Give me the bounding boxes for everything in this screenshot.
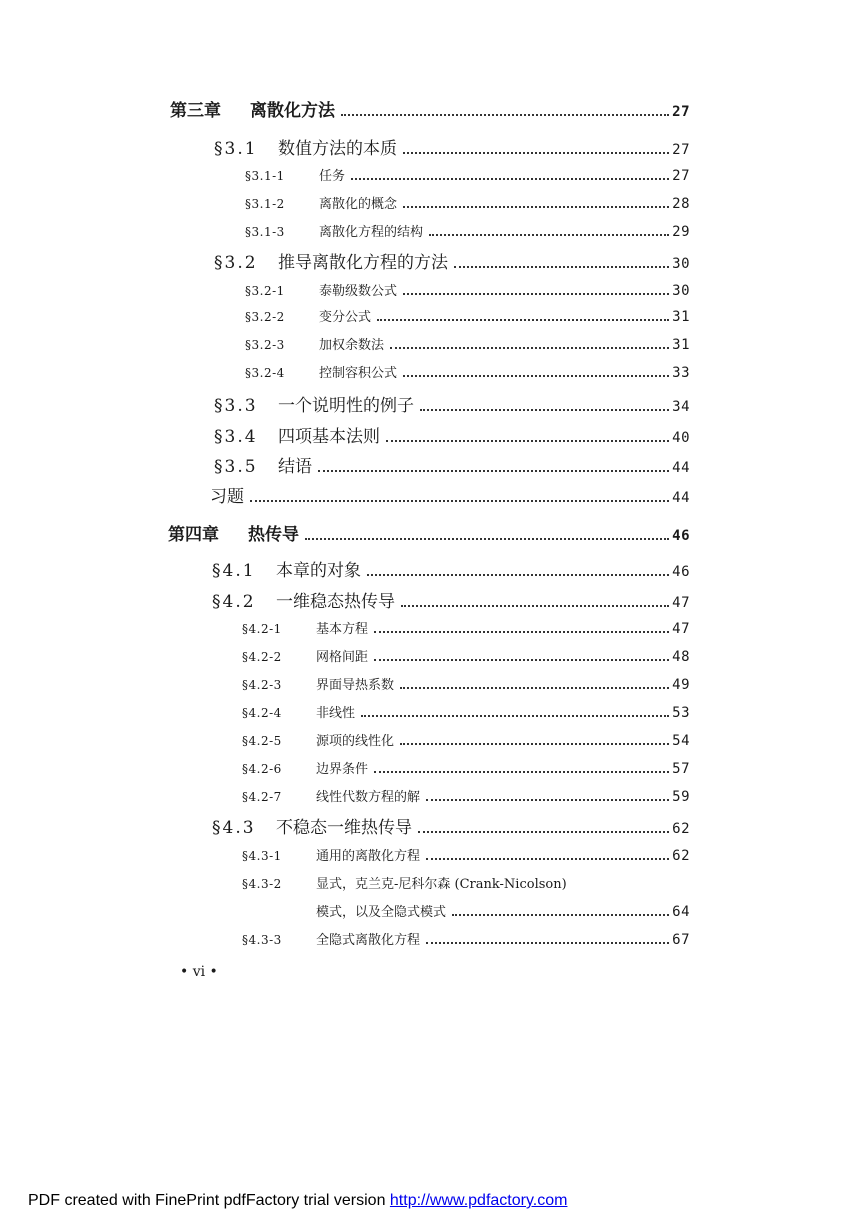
dot-leader <box>400 743 669 745</box>
page-number: 44 <box>672 460 690 476</box>
toc-entry-4-3-2-continued[interactable] <box>316 901 690 920</box>
dot-leader <box>418 831 669 833</box>
toc-entry-chapter-3[interactable] <box>170 96 690 121</box>
subsection-title: 离散化方程的结构 <box>319 225 424 240</box>
subsection-title: 基本方程 <box>316 622 369 637</box>
toc-entry-4-3-3[interactable] <box>242 929 690 948</box>
subsection-number: §3.2-4 <box>245 366 285 380</box>
page-number: 28 <box>672 196 690 212</box>
footer-text: PDF created with FinePrint pdfFactory trial version <box>28 1192 390 1209</box>
subsection-number: §3.1-1 <box>245 169 285 183</box>
dot-leader <box>401 605 669 607</box>
subsection-number: §3.1-2 <box>245 197 285 211</box>
dot-leader <box>250 500 669 502</box>
page-number: 67 <box>672 932 690 948</box>
dot-leader <box>390 347 669 349</box>
section-title: 不稳态一维热传导 <box>276 818 412 838</box>
page-number: 46 <box>672 528 690 544</box>
toc-entry-4-2-2[interactable] <box>242 646 690 665</box>
page-number: 27 <box>672 168 690 184</box>
subsection-number: §4.2-5 <box>242 734 282 748</box>
subsection-number: §3.1-3 <box>245 225 285 239</box>
page-number: 62 <box>672 821 690 837</box>
subsection-title: 离散化的概念 <box>319 197 398 212</box>
chapter-number: 第四章 <box>168 525 219 545</box>
subsection-number: §3.2-2 <box>245 310 285 324</box>
subsection-number: §4.2-7 <box>242 790 282 804</box>
dot-leader <box>426 942 669 944</box>
dot-leader <box>426 858 669 860</box>
subsection-title: 加权余数法 <box>319 338 385 353</box>
subsection-number: §3.2-1 <box>245 284 285 298</box>
toc-entry-3-1-3[interactable] <box>245 221 690 240</box>
section-number: §3.3 <box>214 396 258 416</box>
chapter-title: 热传导 <box>248 525 299 545</box>
toc-entry-4-2[interactable] <box>212 587 690 612</box>
toc-entry-exercises-3[interactable] <box>210 482 690 507</box>
toc-entry-3-3[interactable] <box>214 391 690 416</box>
subsection-title: 控制容积公式 <box>319 366 398 381</box>
page-number: 54 <box>672 733 690 749</box>
page-number: 47 <box>672 621 690 637</box>
page-number: 48 <box>672 649 690 665</box>
subsection-title: 线性代数方程的解 <box>316 790 421 805</box>
page-number: 44 <box>672 490 690 506</box>
subsection-title: 非线性 <box>316 706 356 721</box>
toc-entry-3-2-2[interactable] <box>245 306 690 325</box>
subsection-title: 源项的线性化 <box>316 734 395 749</box>
toc-entry-4-2-5[interactable] <box>242 730 690 749</box>
subsection-title: 通用的离散化方程 <box>316 849 421 864</box>
toc-entry-4-2-6[interactable] <box>242 758 690 777</box>
page-number: 40 <box>672 430 690 446</box>
section-title: 结语 <box>278 457 312 477</box>
toc-entry-3-2-1[interactable] <box>245 280 690 299</box>
toc-entry-4-2-3[interactable] <box>242 674 690 693</box>
subsection-title: 变分公式 <box>319 310 372 325</box>
subsection-number: §4.3-2 <box>242 877 282 891</box>
dot-leader <box>318 470 669 472</box>
toc-entry-3-1-2[interactable] <box>245 193 690 212</box>
dot-leader <box>361 715 669 717</box>
subsection-title: 泰勒级数公式 <box>319 284 398 299</box>
page-number: 33 <box>672 365 690 381</box>
section-title: 四项基本法则 <box>278 427 380 447</box>
dot-leader <box>400 687 669 689</box>
page-number: 31 <box>672 337 690 353</box>
toc-entry-3-2-4[interactable] <box>245 362 690 381</box>
page-number: 29 <box>672 224 690 240</box>
section-number: §3.1 <box>214 139 258 159</box>
subsection-title-continued: 模式，以及全隐式模式 <box>316 905 447 920</box>
section-number: §4.1 <box>212 561 256 581</box>
toc-entry-4-3[interactable] <box>212 813 690 838</box>
dot-leader <box>403 293 669 295</box>
page-number: 27 <box>672 104 690 120</box>
dot-leader <box>403 206 669 208</box>
toc-entry-4-3-2[interactable] <box>242 873 690 892</box>
toc-entry-4-2-4[interactable] <box>242 702 690 721</box>
dot-leader <box>403 375 669 377</box>
section-title: 一个说明性的例子 <box>278 396 414 416</box>
section-title: 推导离散化方程的方法 <box>278 253 448 273</box>
dot-leader <box>305 538 669 540</box>
dot-leader <box>367 574 669 576</box>
toc-entry-chapter-4[interactable] <box>168 520 690 545</box>
page-number: 62 <box>672 848 690 864</box>
footer-link[interactable]: http://www.pdfactory.com <box>389 1192 568 1209</box>
chapter-number: 第三章 <box>170 101 221 121</box>
subsection-number: §4.3-3 <box>242 933 282 947</box>
dot-leader <box>374 631 669 633</box>
subsection-title: 显式，克兰克-尼科尔森 (Crank-Nicolson) <box>316 877 567 892</box>
section-number: §3.4 <box>214 427 258 447</box>
subsection-number: §4.2-4 <box>242 706 282 720</box>
page-number: 64 <box>672 904 690 920</box>
toc-entry-4-1[interactable] <box>212 556 690 581</box>
chapter-title: 离散化方法 <box>250 101 335 121</box>
dot-leader <box>452 914 669 916</box>
subsection-title: 全隐式离散化方程 <box>316 933 421 948</box>
page-number: 27 <box>672 142 690 158</box>
subsection-number: §4.2-2 <box>242 650 282 664</box>
dot-leader <box>426 799 669 801</box>
section-number: §3.5 <box>214 457 258 477</box>
section-title: 一维稳态热传导 <box>276 592 395 612</box>
section-title: 本章的对象 <box>276 561 361 581</box>
dot-leader <box>377 319 669 321</box>
dot-leader <box>386 440 669 442</box>
subsection-number: §4.2-3 <box>242 678 282 692</box>
subsection-number: §4.3-1 <box>242 849 282 863</box>
subsection-title: 任务 <box>319 169 346 184</box>
page-number: 59 <box>672 789 690 805</box>
section-number: §4.3 <box>212 818 256 838</box>
section-number: §4.2 <box>212 592 256 612</box>
page-number: 31 <box>672 309 690 325</box>
subsection-number: §3.2-3 <box>245 338 285 352</box>
dot-leader <box>374 771 669 773</box>
page-number: 46 <box>672 564 690 580</box>
subsection-title: 网格间距 <box>316 650 369 665</box>
toc-entry-3-5[interactable] <box>214 452 690 477</box>
dot-leader <box>420 409 669 411</box>
toc-entry-3-4[interactable] <box>214 422 690 447</box>
page-number: 30 <box>672 283 690 299</box>
dot-leader <box>374 659 669 661</box>
subsection-title: 界面导热系数 <box>316 678 395 693</box>
toc-entry-4-3-1[interactable] <box>242 845 690 864</box>
dot-leader <box>429 234 669 236</box>
toc-entry-3-2[interactable] <box>214 248 690 273</box>
subsection-title: 边界条件 <box>316 762 369 777</box>
page-number: 53 <box>672 705 690 721</box>
pdf-footer <box>28 1192 567 1210</box>
dot-leader <box>351 178 669 180</box>
page-number: 30 <box>672 256 690 272</box>
toc-entry-3-2-3[interactable] <box>245 334 690 353</box>
subsection-number: §4.2-6 <box>242 762 282 776</box>
toc-entry-3-1[interactable] <box>214 134 690 159</box>
toc-entry-4-2-7[interactable] <box>242 786 690 805</box>
subsection-number: §4.2-1 <box>242 622 282 636</box>
dot-leader <box>341 114 669 116</box>
dot-leader <box>454 266 669 268</box>
page-marker: • vi • <box>180 964 218 980</box>
toc-entry-4-2-1[interactable] <box>242 618 690 637</box>
page-number: 57 <box>672 761 690 777</box>
page-number: 49 <box>672 677 690 693</box>
page-number: 47 <box>672 595 690 611</box>
section-title: 数值方法的本质 <box>278 139 397 159</box>
toc-entry-3-1-1[interactable] <box>245 165 690 184</box>
page-number: 34 <box>672 399 690 415</box>
dot-leader <box>403 152 669 154</box>
exercises-title: 习题 <box>210 487 244 507</box>
section-number: §3.2 <box>214 253 258 273</box>
